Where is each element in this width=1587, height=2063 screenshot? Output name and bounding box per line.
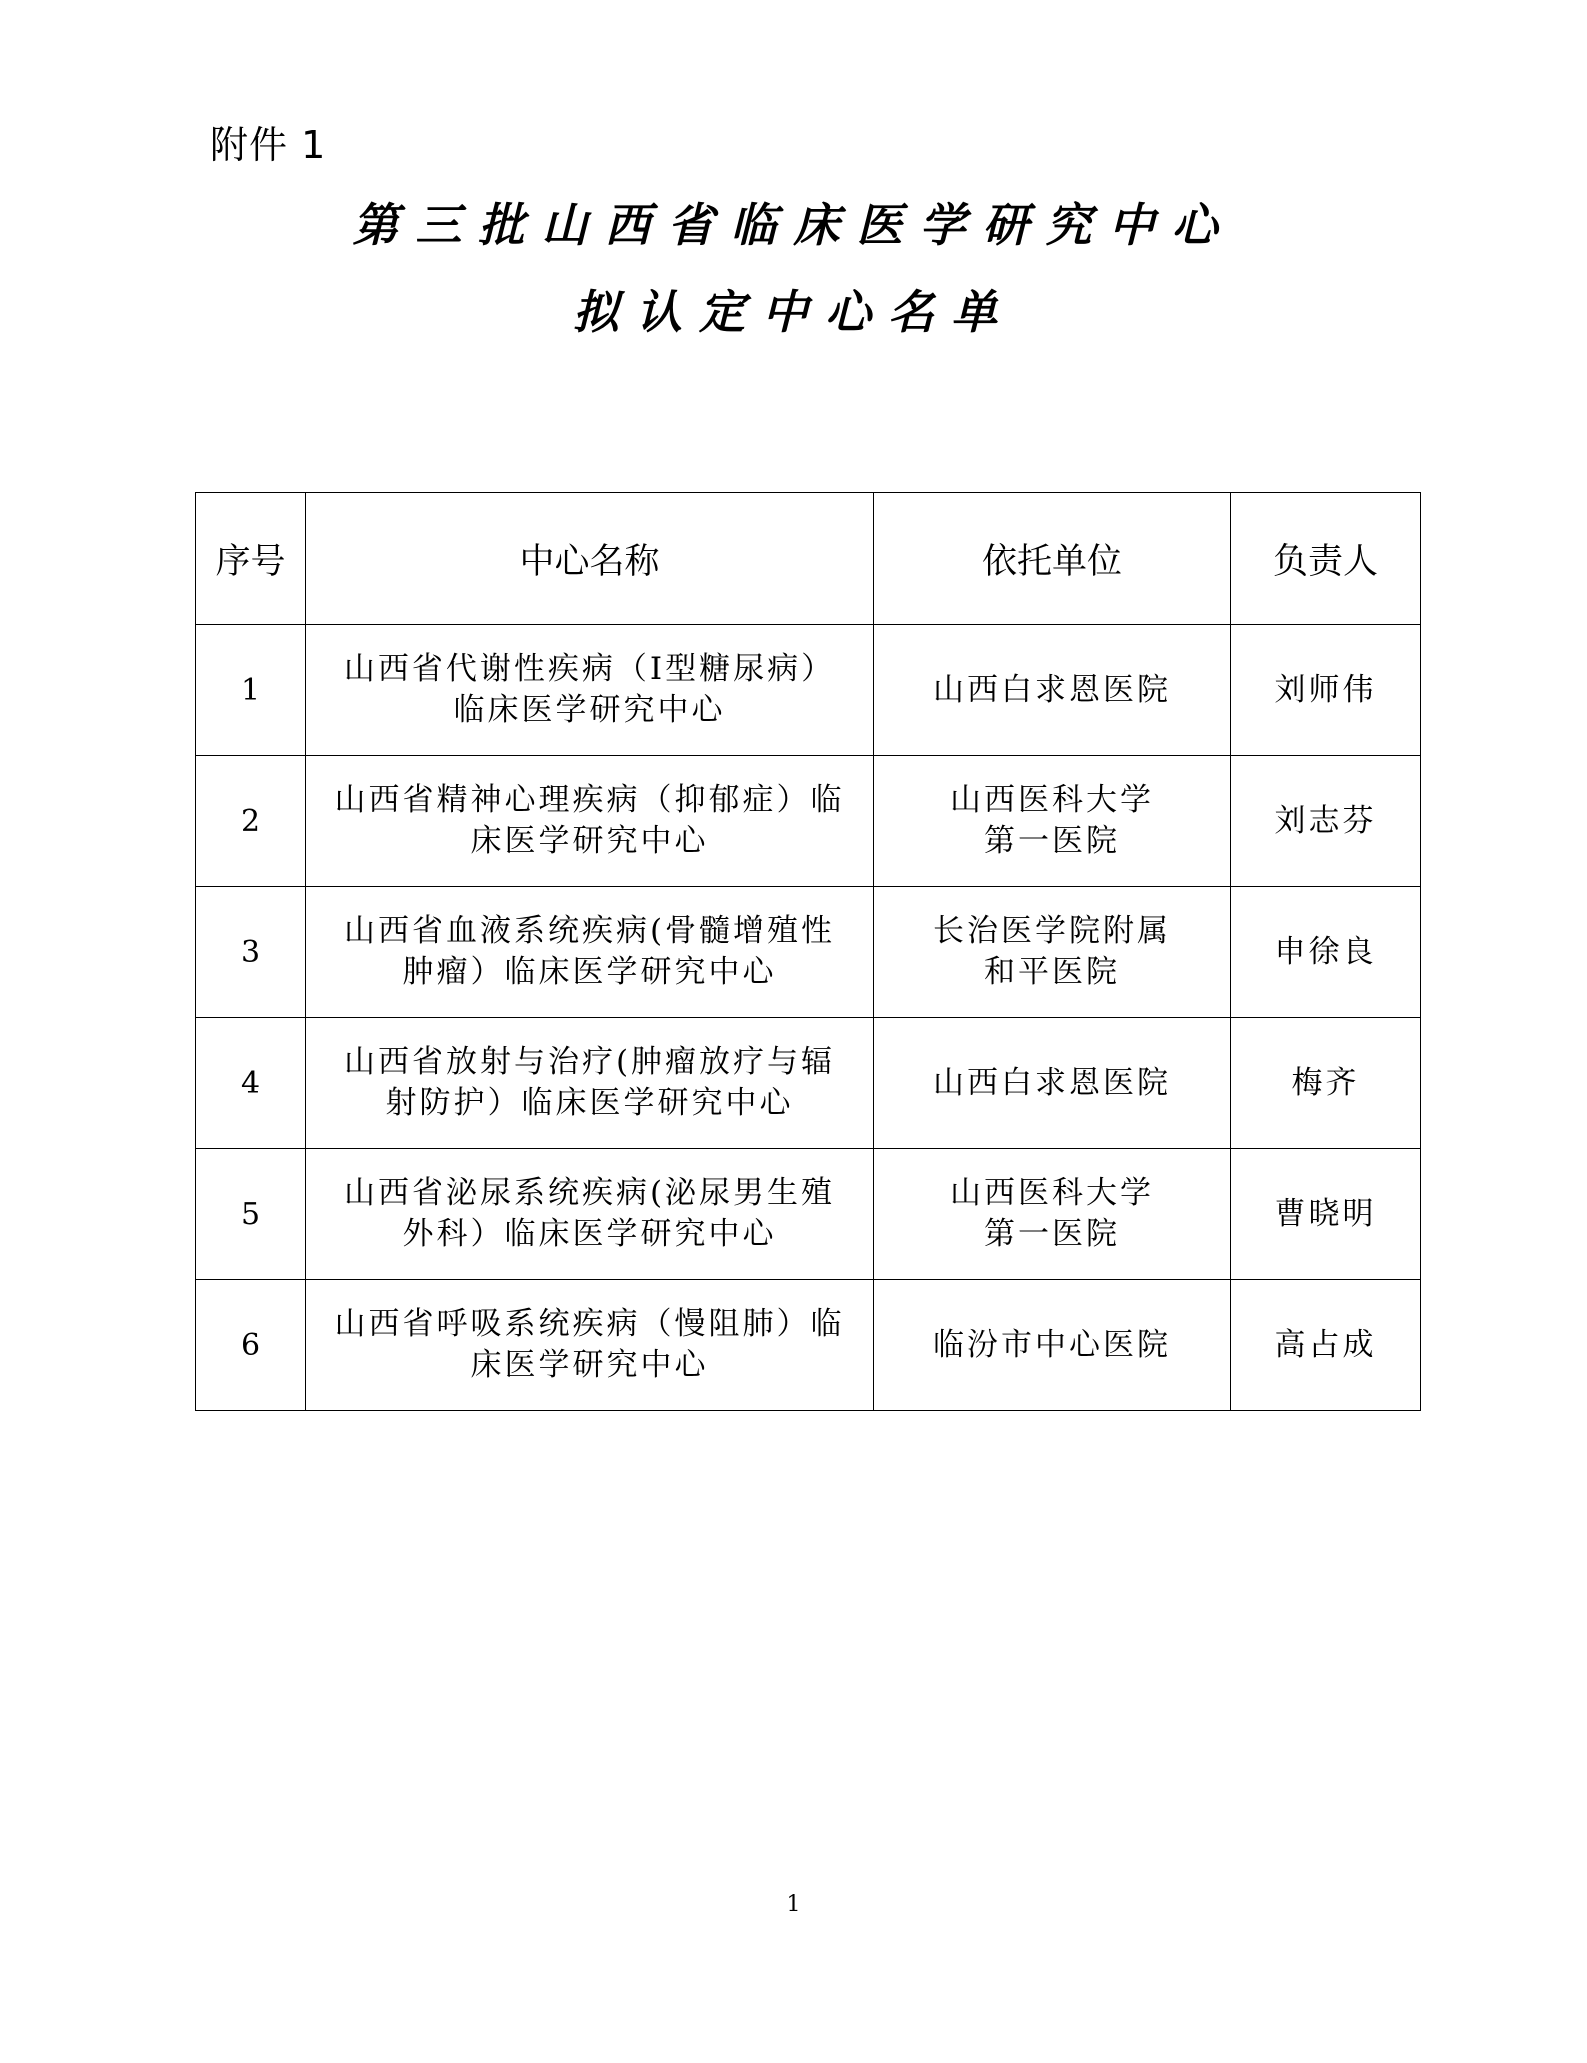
attachment-label: 附件 1 (210, 123, 327, 167)
row-person-in-charge: 高占成 (1231, 1280, 1421, 1411)
host-unit-line: 山西白求恩医院 (933, 1064, 1171, 1101)
center-name-line: 临床医学研究中心 (453, 692, 726, 728)
row-no: 1 (196, 625, 306, 756)
center-name-line: 外科）临床医学研究中心 (402, 1216, 777, 1252)
row-host-unit (874, 1149, 1231, 1280)
table-row (196, 625, 1421, 756)
row-person-in-charge: 梅齐 (1231, 1018, 1421, 1149)
table-row (196, 1280, 1421, 1411)
center-name-line: 山西省精神心理疾病（抑郁症）临 (334, 782, 845, 818)
host-unit-line: 临汾市中心医院 (933, 1326, 1171, 1363)
centers-table (195, 492, 1421, 1411)
header-no: 序号 (196, 493, 306, 625)
row-person-in-charge: 刘志芬 (1231, 756, 1421, 887)
host-unit-line: 第一医院 (984, 1216, 1120, 1252)
row-host-unit (874, 887, 1231, 1018)
host-unit-line: 山西医科大学 (950, 1175, 1154, 1211)
center-name-line: 山西省泌尿系统疾病(泌尿男生殖 (343, 1175, 836, 1211)
row-person-in-charge: 刘师伟 (1231, 625, 1421, 756)
row-center-name (306, 1280, 874, 1411)
document-title-line-2: 拟认定中心名单 (573, 285, 1014, 339)
host-unit-line: 长治医学院附属 (933, 913, 1171, 949)
table-row (196, 1018, 1421, 1149)
page-number: 1 (786, 1892, 801, 1917)
center-name-line: 山西省代谢性疾病（Ⅰ型糖尿病） (343, 651, 836, 687)
center-name-line: 山西省放射与治疗(肿瘤放疗与辐 (343, 1044, 836, 1080)
header-host-unit: 依托单位 (874, 493, 1231, 625)
table-row (196, 756, 1421, 887)
center-name-line: 肿瘤）临床医学研究中心 (402, 954, 777, 990)
row-no: 3 (196, 887, 306, 1018)
row-person-in-charge: 申徐良 (1231, 887, 1421, 1018)
row-host-unit (874, 756, 1231, 887)
host-unit-line: 山西医科大学 (950, 782, 1154, 818)
table-row (196, 887, 1421, 1018)
center-name-line: 床医学研究中心 (470, 1347, 709, 1383)
row-center-name (306, 756, 874, 887)
host-unit-line: 第一医院 (984, 823, 1120, 859)
row-no: 6 (196, 1280, 306, 1411)
table-header-row (196, 493, 1421, 625)
document-title-line-1: 第三批山西省临床医学研究中心 (352, 198, 1235, 252)
header-center-name: 中心名称 (306, 493, 874, 625)
center-name-line: 山西省呼吸系统疾病（慢阻肺）临 (334, 1306, 845, 1342)
row-no: 5 (196, 1149, 306, 1280)
host-unit-line: 和平医院 (984, 954, 1120, 990)
row-host-unit (874, 625, 1231, 756)
row-center-name (306, 1149, 874, 1280)
host-unit-line: 山西白求恩医院 (933, 671, 1171, 708)
center-name-line: 射防护）临床医学研究中心 (385, 1085, 794, 1121)
row-no: 4 (196, 1018, 306, 1149)
row-center-name (306, 887, 874, 1018)
header-person-in-charge: 负责人 (1231, 493, 1421, 625)
row-center-name (306, 625, 874, 756)
row-host-unit (874, 1018, 1231, 1149)
row-host-unit (874, 1280, 1231, 1411)
table-row (196, 1149, 1421, 1280)
row-person-in-charge: 曹晓明 (1231, 1149, 1421, 1280)
row-no: 2 (196, 756, 306, 887)
center-name-line: 山西省血液系统疾病(骨髓增殖性 (343, 913, 836, 949)
row-center-name (306, 1018, 874, 1149)
center-name-line: 床医学研究中心 (470, 823, 709, 859)
